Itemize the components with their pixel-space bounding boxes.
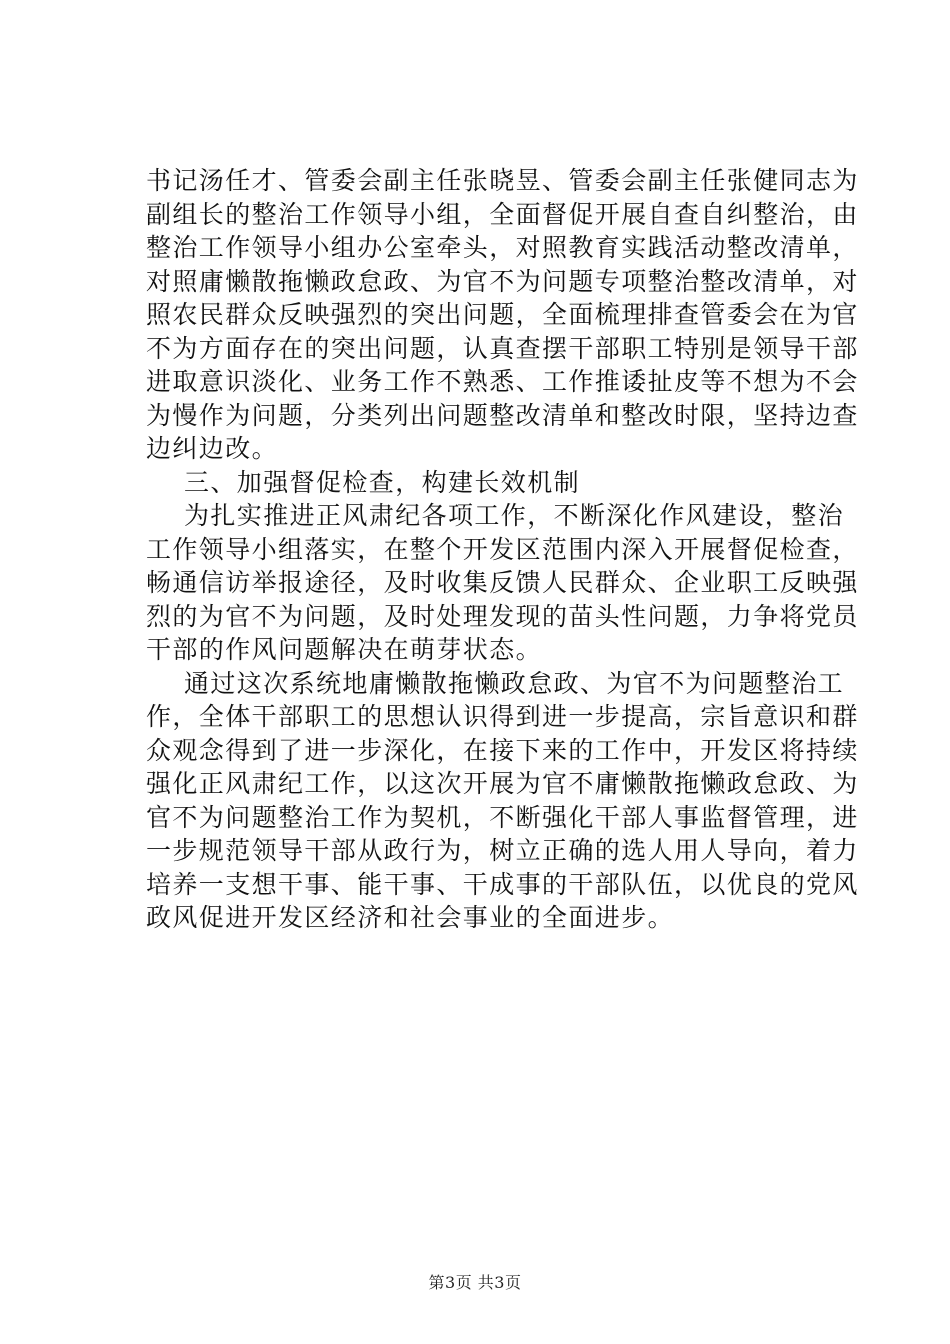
document-body: [146, 164, 859, 935]
text-line: 对照庸懒散拖懒政怠政、为官不为问题专项整治整改清单，对: [146, 266, 859, 296]
text-line: 培养一支想干事、能干事、干成事的干部队伍，以优良的党风: [146, 869, 859, 899]
text-line: 照农民群众反映强烈的突出问题，全面梳理排查管委会在为官: [146, 300, 859, 329]
text-line: 为扎实推进正风肃纪各项工作，不断深化作风建设，整治: [184, 501, 845, 530]
text-line: 不为方面存在的突出问题，认真查摆干部职工特别是领导干部: [146, 333, 859, 363]
text-line: 众观念得到了进一步深化，在接下来的工作中，开发区将持续: [146, 735, 859, 765]
text-line: 畅通信访举报途径，及时收集反馈人民群众、企业职工反映强: [146, 568, 859, 597]
text-line: 政风促进开发区经济和社会事业的全面进步。: [146, 903, 675, 932]
text-line: 副组长的整治工作领导小组，全面督促开展自查自纠整治，由: [146, 199, 859, 229]
text-line: 整治工作领导小组办公室牵头，对照教育实践活动整改清单，: [146, 233, 859, 262]
text-line: 进取意识淡化、业务工作不熟悉、工作推诿扯皮等不想为不会: [146, 367, 859, 396]
text-line: 作，全体干部职工的思想认识得到进一步提高，宗旨意识和群: [146, 702, 859, 731]
text-line: 书记汤任才、管委会副主任张晓昱、管委会副主任张健同志为: [146, 166, 859, 195]
text-line: 通过这次系统地庸懒散拖懒政怠政、为官不为问题整治工: [184, 668, 845, 698]
text-line: 官不为问题整治工作为契机，不断强化干部人事监督管理，进: [146, 802, 859, 832]
section-heading: 三、加强督促检查，构建长效机制: [184, 467, 581, 497]
text-line: 边纠边改。: [146, 434, 279, 463]
text-line: 强化正风肃纪工作，以这次开展为官不庸懒散拖懒政怠政、为: [146, 769, 859, 798]
text-line: 一步规范领导干部从政行为，树立正确的选人用人导向，着力: [146, 836, 859, 865]
text-line: 为慢作为问题，分类列出问题整改清单和整改时限，坚持边查: [146, 400, 859, 430]
text-line: 烈的为官不为问题，及时处理发现的苗头性问题，力争将党员: [146, 601, 859, 631]
text-line: 干部的作风问题解决在萌芽状态。: [146, 635, 543, 664]
text-line: 工作领导小组落实，在整个开发区范围内深入开展督促检查，: [146, 534, 859, 564]
page-number-footer: 第3页 共3页: [428, 1273, 522, 1292]
